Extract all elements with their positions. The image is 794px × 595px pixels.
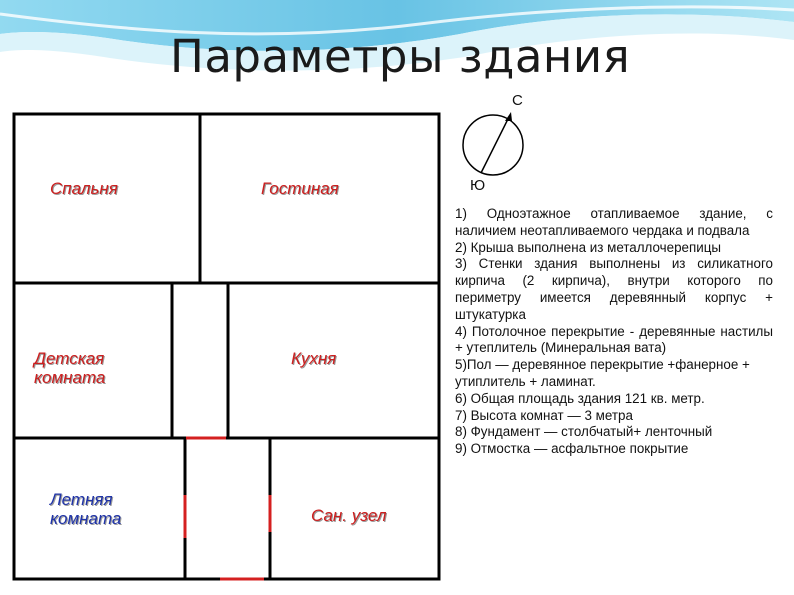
- room-label-kids-room-line1: Детская: [34, 349, 105, 368]
- compass-arrow-icon: [505, 112, 512, 121]
- compass: [463, 112, 523, 175]
- parameter-item: 3) Стенки здания выполнены из силикатного кирпича (2 кирпича), внутри которого по периметру имеется деревянный корпус + штукатурка: [455, 256, 773, 322]
- compass-circle: [463, 115, 523, 175]
- compass-south-label: Ю: [470, 177, 486, 194]
- room-label-living-room: Гостиная: [261, 179, 339, 198]
- parameter-item: 7) Высота комнат — 3 метра: [455, 407, 633, 423]
- parameter-item: 4) Потолочное перекрытие - деревянные настилы + утеплитель (Минеральная вата): [455, 323, 773, 356]
- room-label-kitchen: Кухня: [291, 349, 337, 368]
- compass-needle: [481, 117, 509, 173]
- parameter-item: 6) Общая площадь здания 121 кв. метр.: [455, 390, 705, 406]
- parameter-item: 5)Пол — деревянное перекрытие +фанерное + утиплитель + ламинат.: [455, 357, 750, 389]
- compass-north-label: С: [512, 92, 523, 109]
- room-label-summer-room-line2: комната: [50, 509, 122, 528]
- room-label-kids-room: [34, 349, 105, 387]
- room-label-kids-room-line2: комната: [34, 368, 106, 387]
- room-label-bedroom: Спальня: [50, 179, 118, 198]
- room-label-summer-room-line1: Летняя: [50, 490, 113, 509]
- slide-title: Параметры здания: [170, 30, 631, 83]
- parameter-item: 2) Крыша выполнена из металлочерепицы: [455, 239, 722, 255]
- building-parameters-list: [455, 206, 773, 458]
- room-label-bathroom: Сан. узел: [311, 506, 387, 525]
- parameter-item: 9) Отмостка — асфальтное покрытие: [455, 441, 689, 457]
- parameter-item: 1) Одноэтажное отапливаемое здание, с наличием неотапливаемого чердака и подвала: [455, 206, 773, 238]
- parameter-item: 8) Фундамент — столбчатый+ ленточный: [455, 424, 713, 440]
- room-label-summer-room: [50, 490, 121, 528]
